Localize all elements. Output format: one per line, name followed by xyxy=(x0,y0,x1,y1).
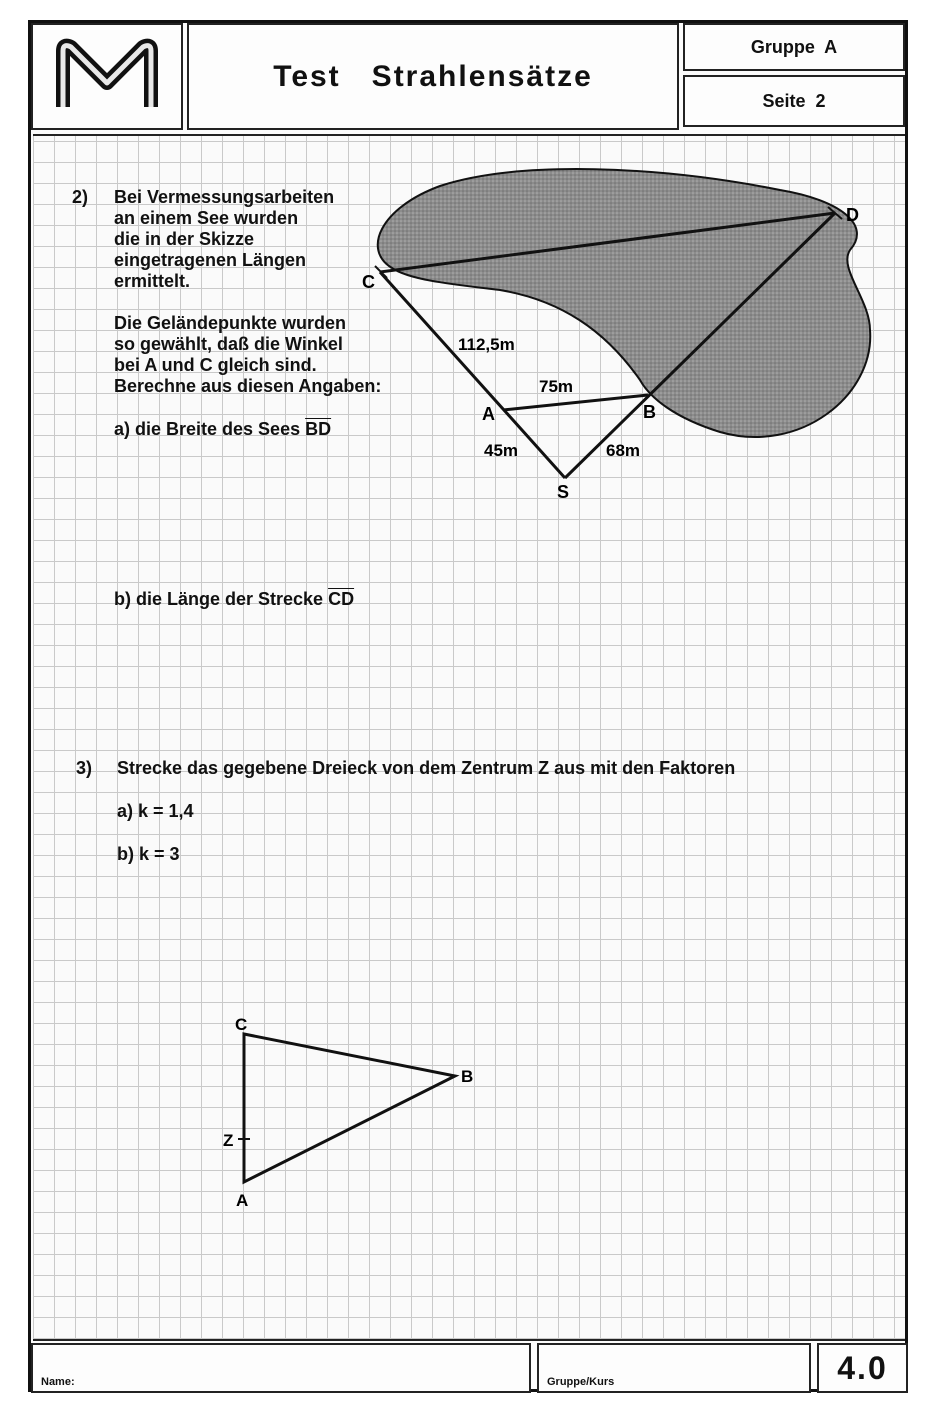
task2-intro-line-3: die in der Skizze xyxy=(114,229,255,249)
line-s-c xyxy=(380,272,565,478)
group-course-label: Gruppe/Kurs xyxy=(547,1376,615,1388)
length-label-bs: 68m xyxy=(606,441,641,460)
point-label-a: A xyxy=(482,404,495,424)
point-label-d: D xyxy=(846,205,859,225)
task2-question-b-text: b) die Länge der Strecke xyxy=(114,589,329,609)
triangle-label-a: A xyxy=(236,1191,249,1210)
triangle-label-b: B xyxy=(461,1067,474,1086)
sheet-number: 4.0 xyxy=(837,1349,888,1386)
sheet-number-box xyxy=(817,1343,908,1393)
task2-number: 2) xyxy=(72,187,89,207)
page-number-label: Seite 2 xyxy=(762,90,826,111)
task2-intro-line-2: an einem See wurden xyxy=(114,208,299,228)
triangle-abc xyxy=(244,1034,455,1182)
task2-question-a-text: a) die Breite des Sees xyxy=(114,419,306,439)
task3-text: Strecke das gegebene Dreieck von dem Zentrum Z aus mit den Faktoren xyxy=(117,758,736,778)
group-course-field-box[interactable] xyxy=(537,1343,811,1393)
segment-cd: $\overline{CD}$ xyxy=(328,589,355,609)
length-label-ca: 112,5m xyxy=(458,335,515,354)
task2-desc-line-3: bei A und C gleich sind. xyxy=(114,355,317,375)
page-title: Test Strahlensätze xyxy=(273,59,593,93)
length-label-ab: 75m xyxy=(539,377,574,396)
lake-figure xyxy=(0,0,951,520)
task3-question-a: a) k = 1,4 xyxy=(117,801,194,821)
task2-intro-line-5: ermittelt. xyxy=(114,271,191,291)
point-label-b: B xyxy=(643,402,656,422)
point-label-c: C xyxy=(362,272,375,292)
triangle-label-c: C xyxy=(235,1015,248,1034)
name-label: Name: xyxy=(41,1376,75,1388)
task2-desc-line-1: Die Geländepunkte wurden xyxy=(114,313,347,333)
task3-question-b: b) k = 3 xyxy=(117,844,180,864)
task2-desc-line-2: so gewählt, daß die Winkel xyxy=(114,334,343,354)
triangle-figure xyxy=(0,1000,951,1220)
task3-number: 3) xyxy=(76,758,93,778)
task2-intro-line-4: eingetragenen Längen xyxy=(114,250,307,270)
segment-bd: $\overline{BD}$ xyxy=(305,419,332,439)
length-label-as: 45m xyxy=(484,441,519,460)
task2-intro-line-1: Bei Vermessungsarbeiten xyxy=(114,187,335,207)
line-a-b xyxy=(503,395,648,410)
task2-desc-line-4: Berechne aus diesen Angaben: xyxy=(114,376,382,396)
point-label-s: S xyxy=(557,482,570,502)
triangle-label-z: Z xyxy=(223,1131,234,1150)
task2-question-b xyxy=(114,589,354,610)
name-field-box[interactable] xyxy=(31,1343,531,1393)
group-label: Gruppe A xyxy=(750,36,838,57)
